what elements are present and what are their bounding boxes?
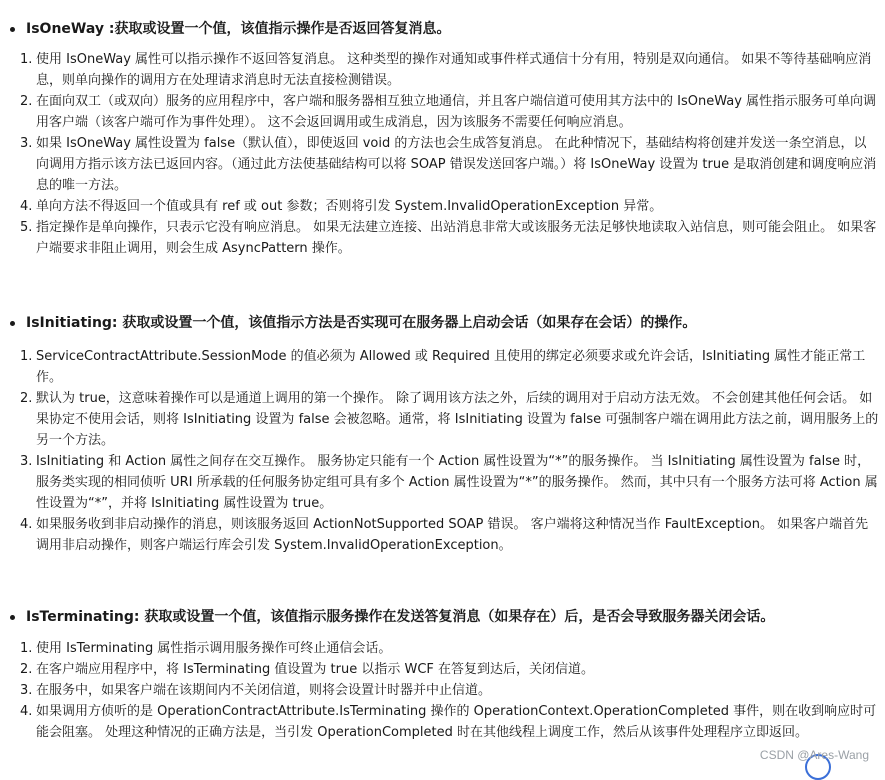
- item-number: 1.: [20, 641, 33, 656]
- section-heading: [0, 18, 885, 40]
- item-text: 如果服务收到非启动操作的消息，则该服务返回 ActionNotSupported SOAP 错误。 客户端将这种情况当作 FaultException。 如果客户端首先调用非启动操作，则客户端运行库会引发 System.InvalidOperationException。: [36, 517, 869, 553]
- list-item: [0, 514, 885, 556]
- bullet-icon: [10, 615, 15, 620]
- section-isinitiating: [0, 312, 885, 556]
- list-item: [0, 388, 885, 451]
- list-item: [0, 91, 885, 133]
- list-item: [0, 659, 885, 680]
- item-number: 2.: [20, 391, 33, 406]
- item-text: 指定操作是单向操作，只表示它没有响应消息。 如果无法建立连接、出站消息非常大或该服务无法足够快地读取入站信息，则可能会阻止。 如果客户端要求非阻止调用，则会生成 AsyncPattern 操作。: [36, 220, 877, 256]
- list-item: [0, 680, 885, 701]
- item-number: 2.: [20, 662, 33, 677]
- watermark: CSDN @Ares-Wang: [759, 748, 869, 762]
- heading-text: IsTerminating: 获取或设置一个值，该值指示服务操作在发送答复消息（如果存在）后，是否会导致服务器关闭会话。: [26, 609, 775, 625]
- list-item: [0, 638, 885, 659]
- list-item: [0, 196, 885, 217]
- item-text: 在服务中，如果客户端在该期间内不关闭信道，则将会设置计时器并中止信道。: [36, 683, 492, 698]
- item-list: [0, 49, 885, 259]
- list-item: [0, 49, 885, 91]
- item-text: ServiceContractAttribute.SessionMode 的值必须为 Allowed 或 Required 且使用的绑定必须要求或允许会话，IsInitiating 属性才能正常工作。: [36, 349, 866, 385]
- item-number: 4.: [20, 199, 33, 214]
- list-item: [0, 701, 885, 743]
- item-text: 在面向双工（或双向）服务的应用程序中，客户端和服务器相互独立地通信，并且客户端信道可使用其方法中的 IsOneWay 属性指示服务可单向调用客户端（该客户端可作为事件处理）。 这不会返回调用或生成消息，因为该服务不需要任何响应消息。: [36, 94, 877, 130]
- bullet-icon: [10, 321, 15, 326]
- item-text: 单向方法不得返回一个值或具有 ref 或 out 参数；否则将引发 System.InvalidOperationException 异常。: [36, 199, 663, 214]
- section-heading: [0, 312, 885, 334]
- list-item: [0, 346, 885, 388]
- item-number: 3.: [20, 683, 33, 698]
- item-number: 3.: [20, 454, 33, 469]
- item-text: 使用 IsOneWay 属性可以指示操作不返回答复消息。 这种类型的操作对通知或事件样式通信十分有用，特别是双向通信。 如果不等待基础响应消息，则单向操作的调用方在处理请求消息时无法直接检测错误。: [36, 52, 872, 88]
- bullet-icon: [10, 27, 15, 32]
- item-text: 如果 IsOneWay 属性设置为 false（默认值），即使返回 void 的方法也会生成答复消息。 在此种情况下，基础结构将创建并发送一条空消息，以向调用方指示该方法已返回内容。（通过此方法使基础结构可以将 SOAP 错误发送回客户端。）将 IsOneWay 设置为 true 是取消创建和调度响应消息的唯一方法。: [36, 136, 877, 193]
- item-text: 在客户端应用程序中，将 IsTerminating 值设置为 true 以指示 WCF 在答复到达后，关闭信道。: [36, 662, 595, 677]
- section-isoneway: [0, 18, 885, 259]
- heading-text: IsInitiating: 获取或设置一个值，该值指示方法是否实现可在服务器上启动会话（如果存在会话）的操作。: [26, 315, 697, 331]
- item-number: 5.: [20, 220, 33, 235]
- item-text: 如果调用方侦听的是 OperationContractAttribute.IsTerminating 操作的 OperationContext.OperationCompleted 事件，则在收到响应时可能会阻塞。 处理这种情况的正确方法是，当引发 OperationCompleted 时在其他线程上调度工作，然后从该事件处理程序立即返回。: [36, 704, 877, 740]
- list-item: [0, 133, 885, 196]
- list-item: [0, 217, 885, 259]
- item-number: 1.: [20, 52, 33, 67]
- section-heading: [0, 606, 885, 628]
- item-text: 使用 IsTerminating 属性指示调用服务操作可终止通信会话。: [36, 641, 392, 656]
- item-list: [0, 638, 885, 743]
- item-text: 默认为 true，这意味着操作可以是通道上调用的第一个操作。 除了调用该方法之外，后续的调用对于启动方法无效。 不会创建其他任何会话。 如果协定不使用会话，则将 IsInitiating 设置为 false 会被忽略。通常，将 IsInitiating 设置为 false 可强制客户端在调用此方法之前，调用服务上的另一个方法。: [36, 391, 879, 448]
- item-list: [0, 346, 885, 556]
- item-number: 2.: [20, 94, 33, 109]
- heading-text: IsOneWay :获取或设置一个值，该值指示操作是否返回答复消息。: [26, 21, 451, 37]
- list-item: [0, 451, 885, 514]
- section-isterminating: [0, 606, 885, 743]
- item-number: 1.: [20, 349, 33, 364]
- item-number: 4.: [20, 704, 33, 719]
- item-number: 4.: [20, 517, 33, 532]
- item-text: IsInitiating 和 Action 属性之间存在交互操作。 服务协定只能有一个 Action 属性设置为“*”的服务操作。 当 IsInitiating 属性设置为 false 时，服务类实现的相同侦听 URI 所承载的任何服务协定组可具有多个 Action 属性设置为“*”的服务操作。 然而，其中只有一个服务方法可将 Action 属性设置为“*”，并将 IsInitiating 属性设置为 true。: [36, 454, 878, 511]
- item-number: 3.: [20, 136, 33, 151]
